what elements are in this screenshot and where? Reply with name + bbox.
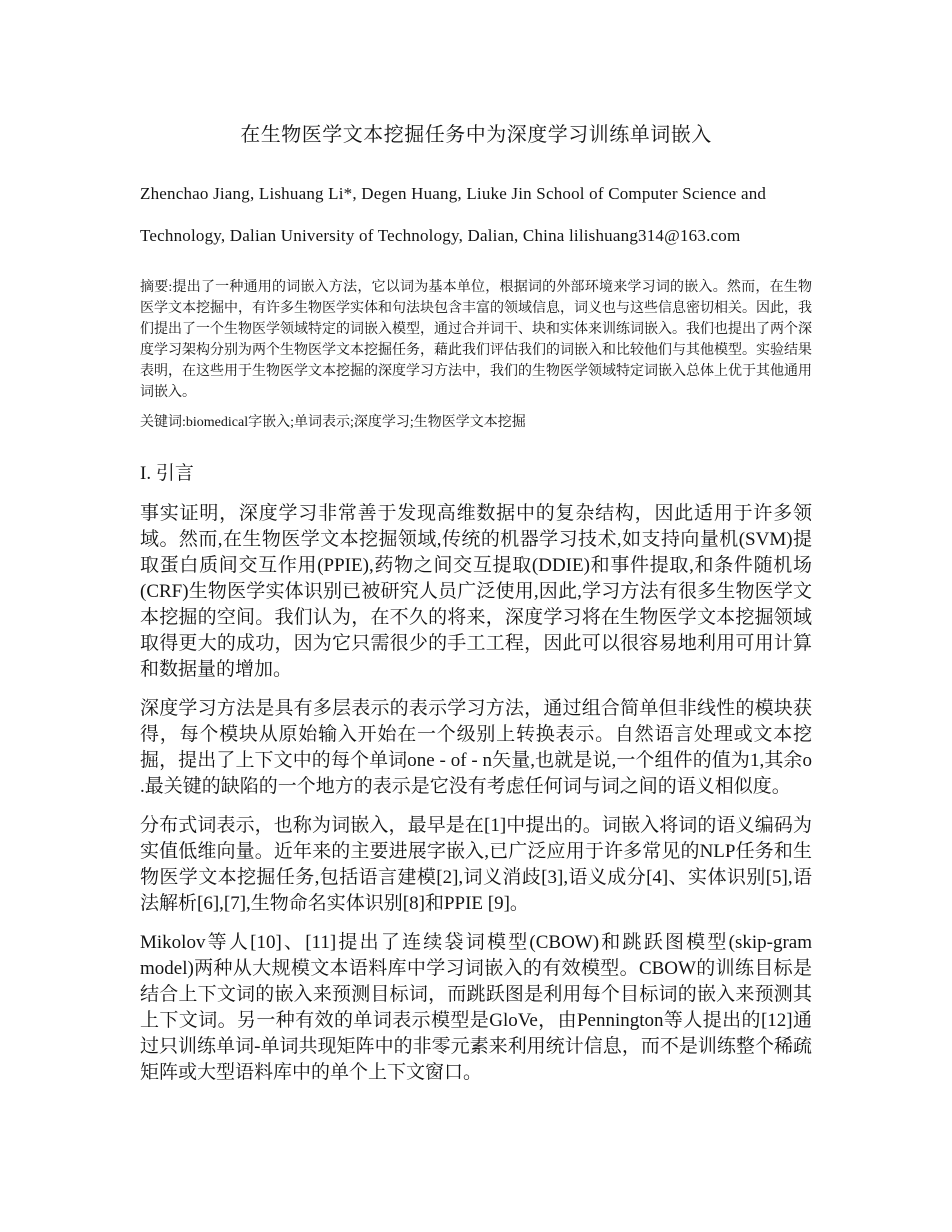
intro-paragraph-1: 事实证明，深度学习非常善于发现高维数据中的复杂结构，因此适用于许多领域。然而,在生物医学文本挖掘领域,传统的机器学习技术,如支持向量机(SVM)提取蛋白质间交互作用(PPIE),药物之间交互提取(DDIE)和事件提取,和条件随机场(CRF)生物医学实体识别已被研究人员广泛使用,因此,学习方法有很多生物医学文本挖掘的空间。我们认为，在不久的将来，深度学习将在生物医学文本挖掘领域取得更大的成功，因为它只需很少的手工工程，因此可以很容易地利用可用计算和数据量的增加。	[140, 502, 812, 680]
authors-line-2: Technology, Dalian University of Technology, Dalian, China lilishuang314@163.com	[140, 226, 741, 246]
keywords-line: 关键词:biomedical字嵌入;单词表示;深度学习;生物医学文本挖掘	[140, 414, 526, 430]
authors-line-1: Zhenchao Jiang, Lishuang Li*, Degen Huang, Liuke Jin School of Computer Science and	[140, 184, 767, 203]
paper-title: 在生物医学文本挖掘任务中为深度学习训练单词嵌入	[240, 124, 712, 146]
authors-block	[140, 183, 812, 247]
intro-paragraph-2: 深度学习方法是具有多层表示的表示学习方法，通过组合简单但非线性的模块获得，每个模块从原始输入开始在一个级别上转换表示。自然语言处理或文本挖掘，提出了上下文中的每个单词one - of - n矢量,也就是说,一个组件的值为1,其余o .最关键的缺陷的一个地方的表示是它没有考虑任何词与词之间的语义相似度。	[140, 697, 812, 797]
section-heading-introduction: I. 引言	[140, 462, 194, 484]
intro-paragraph-4: Mikolov等人[10]、[11]提出了连续袋词模型(CBOW)和跳跃图模型(skip-gram model)两种从大规模文本语料库中学习词嵌入的有效模型。CBOW的训练目标是结合上下文词的嵌入来预测目标词，而跳跃图是利用每个目标词的嵌入来预测其上下文词。另一种有效的单词表示模型是GloVe，由Pennington等人提出的[12]通过只训练单词-单词共现矩阵中的非零元素来利用统计信息，而不是训练整个稀疏矩阵或大型语料库中的单个上下文窗口。	[140, 931, 812, 1083]
intro-paragraph-3: 分布式词表示，也称为词嵌入，最早是在[1]中提出的。词嵌入将词的语义编码为实值低维向量。近年来的主要进展字嵌入,已广泛应用于许多常见的NLP任务和生物医学文本挖掘任务,包括语言建模[2],词义消歧[3],语义成分[4]、实体识别[5],语法解析[6],[7],生物命名实体识别[8]和PPIE [9]。	[140, 814, 812, 914]
abstract-text: 摘要:提出了一种通用的词嵌入方法，它以词为基本单位，根据词的外部环境来学习词的嵌入。然而，在生物医学文本挖掘中，有许多生物医学实体和句法块包含丰富的领域信息，词义也与这些信息密切相关。因此，我们提出了一个生物医学领域特定的词嵌入模型，通过合并词干、块和实体来训练词嵌入。我们也提出了两个深度学习架构分别为两个生物医学文本挖掘任务，藉此我们评估我们的词嵌入和比较他们与其他模型。实验结果表明，在这些用于生物医学文本挖掘的深度学习方法中，我们的生物医学领域特定词嵌入总体上优于其他通用词嵌入。	[140, 279, 812, 400]
